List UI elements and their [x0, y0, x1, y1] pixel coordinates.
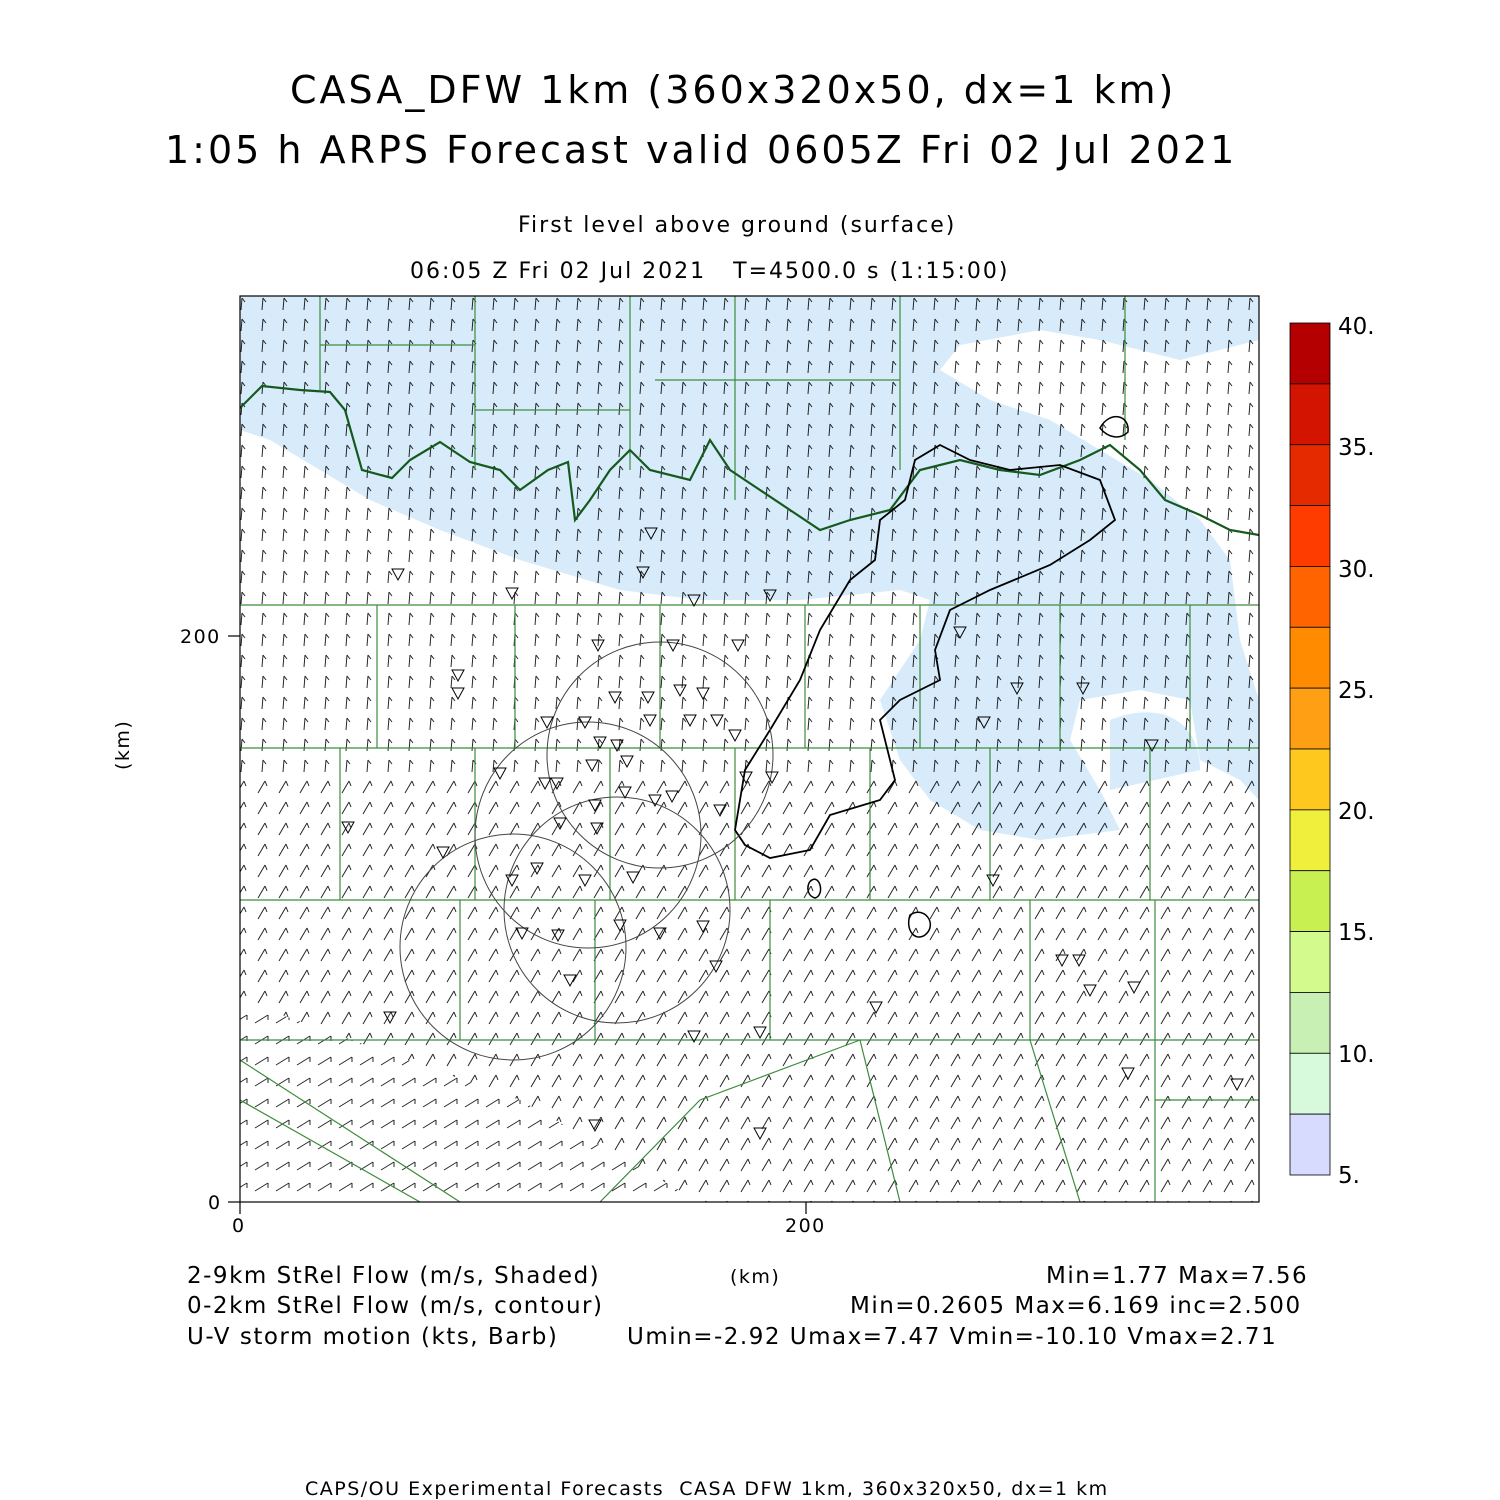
colorbar: [1290, 323, 1330, 1175]
colorbar-label-15: 15.: [1338, 920, 1375, 946]
colorbar-segment: [1290, 871, 1330, 932]
footer-credit: CAPS/OU Experimental Forecasts CASA DFW 1km, 360x320x50, dx=1 km: [305, 1478, 1109, 1500]
plot-area: [240, 296, 1259, 1202]
stat-field1-range: Min=1.77 Max=7.56: [1046, 1263, 1309, 1289]
stat-field2-range: Min=0.2605 Max=6.169 inc=2.500: [850, 1293, 1302, 1319]
level-label: First level above ground (surface): [518, 213, 957, 238]
colorbar-segment: [1290, 749, 1330, 810]
colorbar-segment: [1290, 323, 1330, 384]
colorbar-label-20: 20.: [1338, 799, 1375, 825]
stat-field2-label: 0-2km StRel Flow (m/s, contour): [187, 1293, 604, 1319]
x-axis-label: (km): [730, 1266, 781, 1288]
y-axis-label: (km): [112, 719, 134, 770]
wind-barbs-north: [240, 296, 1259, 776]
colorbar-segment: [1290, 1114, 1330, 1175]
colorbar-segment: [1290, 384, 1330, 445]
stat-field3-label: U-V storm motion (kts, Barb): [187, 1324, 559, 1350]
colorbar-segment: [1290, 506, 1330, 567]
colorbar-segment: [1290, 566, 1330, 627]
colorbar-segment: [1290, 810, 1330, 871]
colorbar-segment: [1290, 627, 1330, 688]
title-line-1: CASA_DFW 1km (360x320x50, dx=1 km): [290, 68, 1177, 112]
colorbar-label-25: 25.: [1338, 678, 1375, 704]
colorbar-segment: [1290, 992, 1330, 1053]
x-tick-0: 0: [232, 1215, 246, 1237]
colorbar-segment: [1290, 445, 1330, 506]
colorbar-label-10: 10.: [1338, 1042, 1375, 1068]
y-tick-0: 0: [208, 1192, 222, 1214]
x-tick-200: 200: [785, 1215, 826, 1237]
valid-time-label: 06:05 Z Fri 02 Jul 2021 T=4500.0 s (1:15:00): [410, 259, 1010, 284]
colorbar-label-30: 30.: [1338, 557, 1375, 583]
title-line-2: 1:05 h ARPS Forecast valid 0605Z Fri 02 Jul 2021: [165, 128, 1238, 172]
colorbar-segment: [1290, 1053, 1330, 1114]
y-tick-200: 200: [180, 626, 221, 648]
stat-field3-range: Umin=-2.92 Umax=7.47 Vmin=-10.10 Vmax=2.71: [627, 1324, 1278, 1350]
colorbar-label-35: 35.: [1338, 435, 1375, 461]
colorbar-segment: [1290, 932, 1330, 993]
stat-field1-label: 2-9km StRel Flow (m/s, Shaded): [187, 1263, 601, 1289]
colorbar-label-40: 40.: [1338, 314, 1375, 340]
colorbar-label-5: 5.: [1338, 1163, 1360, 1189]
colorbar-segment: [1290, 688, 1330, 749]
